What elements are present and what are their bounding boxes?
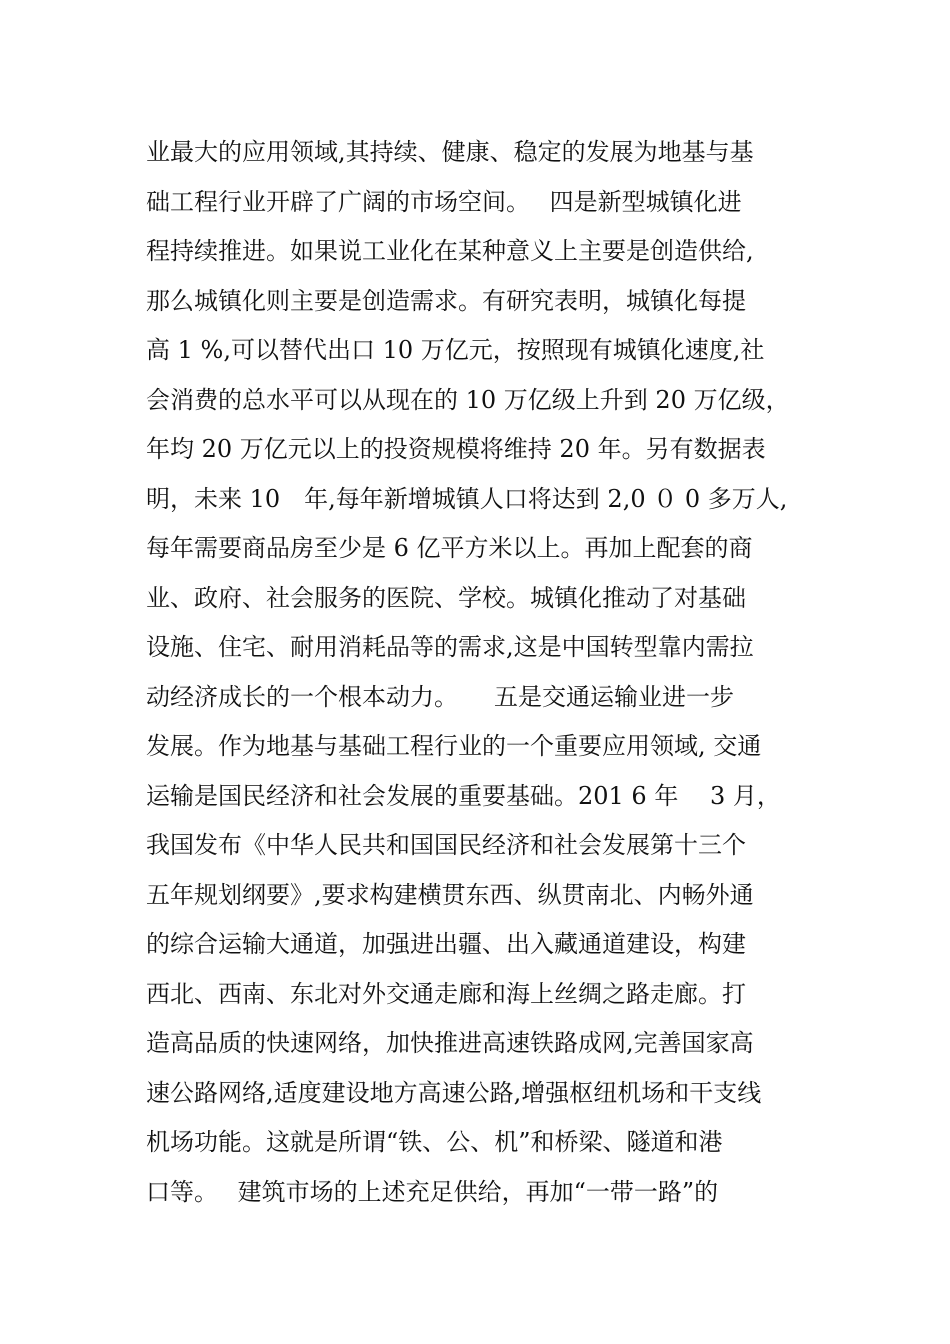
text-line-10: 业、政府、社会服务的医院、学校。城镇化推动了对基础 <box>146 583 746 612</box>
text-line-4: 那么城镇化则主要是创造需求。有研究表明，城镇化每提 <box>146 286 746 315</box>
text-line-13: 发展。作为地基与基础工程行业的一个重要应用领域, 交通 <box>146 732 762 760</box>
text-line-14: 运输是国民经济和社会发展的重要基础。201 6 年 3 月， <box>146 781 781 810</box>
text-line-11: 设施、住宅、耐用消耗品等的需求,这是中国转型靠内需拉 <box>146 633 754 661</box>
text-line-1: 业最大的应用领域,其持续、健康、稳定的发展为地基与基 <box>146 138 754 166</box>
text-line-5: 高 1 %,可以替代出口 10 万亿元，按照现有城镇化速度,社 <box>146 336 765 364</box>
text-line-8: 明，未来 10 年,每年新增城镇人口将达到 2,0 ０ 0 多万人, <box>146 484 788 513</box>
text-line-21: 机场功能。这就是所谓“铁、公、机”和桥梁、隧道和港 <box>146 1128 723 1156</box>
text-line-15: 我国发布《中华人民共和国国民经济和社会发展第十三个 <box>146 831 746 859</box>
text-line-16: 五年规划纲要》,要求构建横贯东西、纵贯南北、内畅外通 <box>146 880 754 909</box>
text-line-2: 础工程行业开辟了广阔的市场空间。 四是新型城镇化进 <box>146 187 742 216</box>
text-line-6: 会消费的总水平可以从现在的 10 万亿级上升到 20 万亿级， <box>146 385 790 414</box>
text-line-7: 年均 20 万亿元以上的投资规模将维持 20 年。另有数据表 <box>146 435 766 463</box>
text-line-18: 西北、西南、东北对外交通走廊和海上丝绸之路走廊。打 <box>146 979 746 1008</box>
text-line-9: 每年需要商品房至少是 6 亿平方米以上。再加上配套的商 <box>146 534 753 562</box>
text-line-3: 程持续推进。如果说工业化在某种意义上主要是创造供给, <box>146 237 754 265</box>
text-line-20: 速公路网络,适度建设地方高速公路,增强枢纽机场和干支线 <box>146 1078 762 1107</box>
text-line-22: 口等。 建筑市场的上述充足供给，再加“一带一路”的 <box>146 1177 719 1206</box>
text-line-12: 动经济成长的一个根本动力。 五是交通运输业进一步 <box>146 682 734 711</box>
body-text <box>146 128 826 1217</box>
text-line-17: 的综合运输大通道，加强进出疆、出入藏通道建设，构建 <box>146 930 746 958</box>
text-line-19: 造高品质的快速网络，加快推进高速铁路成网,完善国家高 <box>146 1029 754 1057</box>
